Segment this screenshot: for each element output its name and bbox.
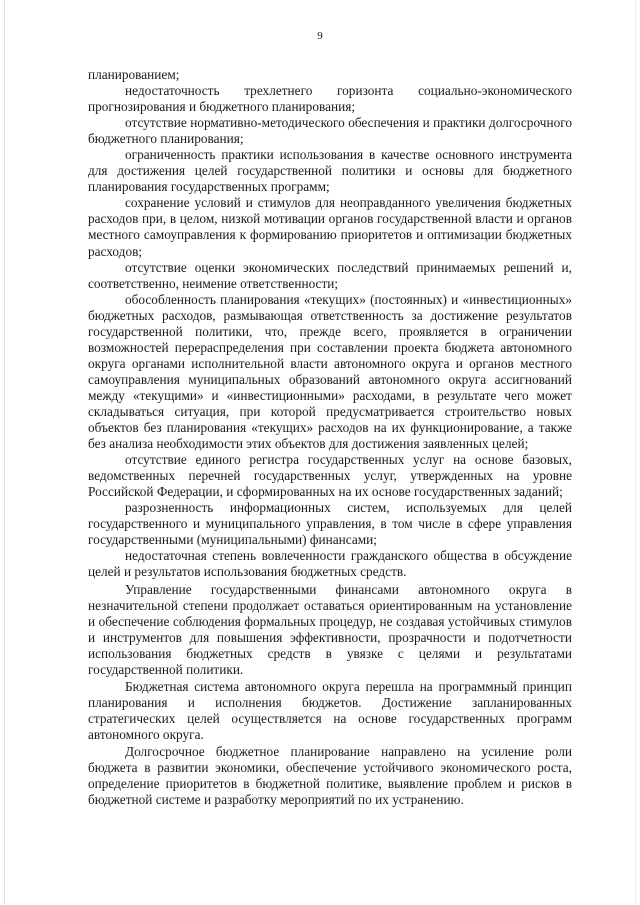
paragraph: обособленность планирования «текущих» (постоянных) и «инвестиционных» бюджетных расходов, размывающая ответственность за достижение результатов государственной политики, что, прежде всего, проявляется в ограничении возможностей перераспределения при составлении проекта бюджета автономного округа органами исполнительной власти автономного округа и органов местного самоуправления муниципальных образований автономного округа ассигнований между «текущими» и «инвестиционными» расходами, в результате чего может складываться ситуация, при которой предусматривается строительство новых объектов без планирования «текущих» расходов на их функционирование, а также без анализа необходимости этих объектов для достижения заявленных целей; [88,291,572,452]
page-number: 9 [317,30,323,42]
scan-edge-left [4,0,5,905]
document-body [88,67,572,808]
paragraph: отсутствие нормативно-методического обеспечения и практики долгосрочного бюджетного планирования; [88,115,572,147]
paragraph: Бюджетная система автономного округа перешла на программный принцип планирования и исполнения бюджетов. Достижение запланированных стратегических целей осуществляется на основе государственных программ автономного округа. [88,678,572,742]
scan-edge-right [635,0,636,905]
paragraph: разрозненность информационных систем, используемых для целей государственного и муниципального управления, в том числе в сфере управления государственными (муниципальными) финансами; [88,500,572,548]
paragraph: отсутствие оценки экономических последствий принимаемых решений и, соответственно, неимение ответственности; [88,259,572,291]
paragraph: недостаточность трехлетнего горизонта социально-экономического прогнозирования и бюджетного планирования; [88,83,572,115]
paragraph-continuation: планированием; [88,67,180,82]
paragraph: Долгосрочное бюджетное планирование направлено на усиление роли бюджета в развитии экономики, обеспечение устойчивого экономического роста, определение приоритетов в бюджетной политике, выявление проблем и рисков в бюджетной системе и разработку мероприятий по их устранению. [88,743,572,808]
paragraph: Управление государственными финансами автономного округа в незначительной степени продолжает оставаться ориентированным на установление и обеспечение соблюдения формальных процедур, не создавая устойчивых стимулов и инструментов для повышения эффективности, прозрачности и подотчетности использования бюджетных средств в увязке с целями и результатами государственной политики. [88,581,572,677]
paragraph: ограниченность практики использования в качестве основного инструмента для достижения целей государственной политики и основы для бюджетного планирования государственных программ; [88,147,572,195]
paragraph: недостаточная степень вовлеченности гражданского общества в обсуждение целей и результатов использования бюджетных средств. [88,548,572,580]
paragraph: отсутствие единого регистра государственных услуг на основе базовых, ведомственных перечней государственных услуг, утвержденных на уровне Российской Федерации, и сформированных на их основе государственных заданий; [88,452,572,500]
paragraph: сохранение условий и стимулов для неоправданного увеличения бюджетных расходов при, в целом, низкой мотивации органов государственной власти и органов местного самоуправления к формированию приоритетов и оптимизации бюджетных расходов; [88,195,572,259]
